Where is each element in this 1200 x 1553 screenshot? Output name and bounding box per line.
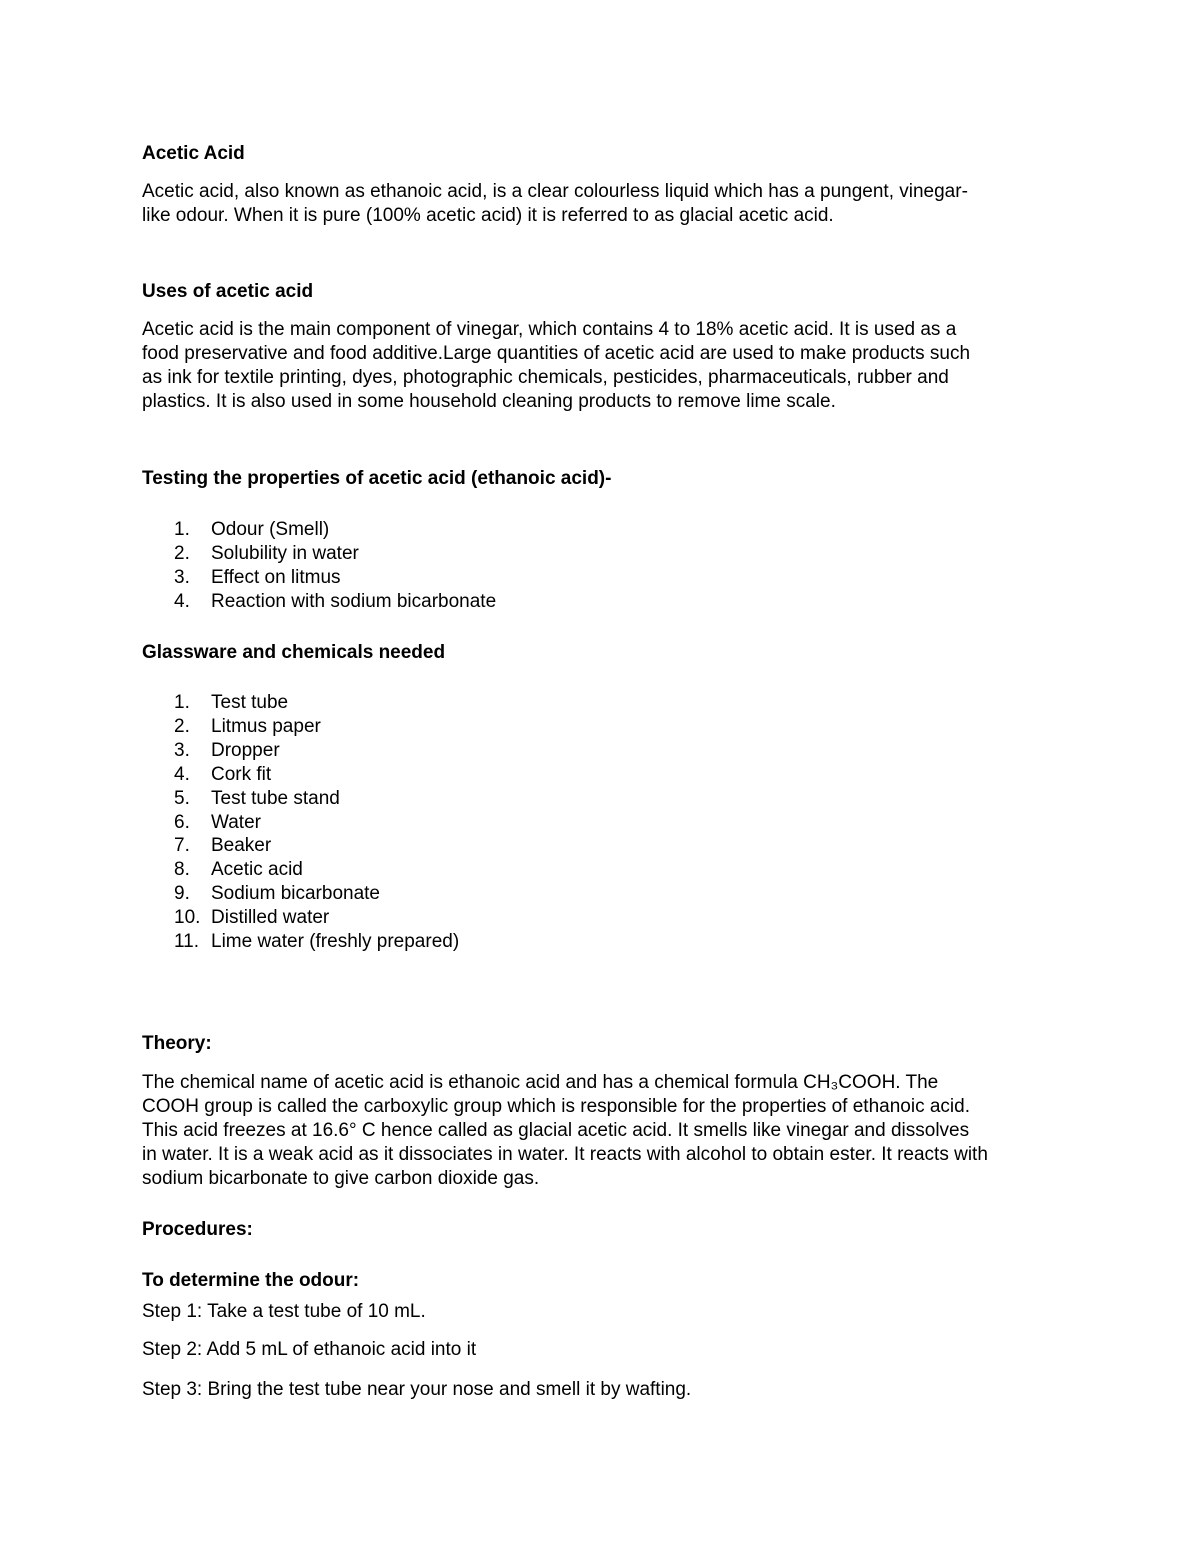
list-number: 3. bbox=[174, 740, 190, 761]
theory-line: This acid freezes at 16.6° C hence called as glacial acetic acid. It smells like vinegar and dissolves bbox=[142, 1120, 970, 1141]
list-item bbox=[174, 542, 359, 566]
list-number: 1. bbox=[174, 519, 190, 540]
testing-heading: Testing the properties of acetic acid (ethanoic acid)- bbox=[142, 468, 612, 489]
list-text: Water bbox=[211, 812, 261, 833]
page-title: Acetic Acid bbox=[142, 143, 245, 164]
list-number: 3. bbox=[174, 567, 190, 588]
list-text: Lime water (freshly prepared) bbox=[211, 931, 460, 952]
list-text: Test tube bbox=[211, 692, 289, 713]
list-number: 2. bbox=[174, 716, 190, 737]
theory-paragraph bbox=[142, 1071, 1072, 1191]
list-text: Test tube stand bbox=[211, 788, 340, 809]
uses-heading: Uses of acetic acid bbox=[142, 281, 314, 302]
list-text: Distilled water bbox=[211, 907, 330, 928]
list-item bbox=[174, 739, 280, 763]
odour-subheading: To determine the odour: bbox=[142, 1270, 360, 1291]
procedures-heading: Procedures: bbox=[142, 1219, 253, 1240]
list-number: 8. bbox=[174, 859, 190, 880]
list-text: Acetic acid bbox=[211, 859, 303, 880]
list-number: 11. bbox=[174, 931, 200, 952]
list-text: Solubility in water bbox=[211, 543, 359, 564]
list-text: Effect on litmus bbox=[211, 567, 341, 588]
intro-line: Acetic acid, also known as ethanoic acid, is a clear colourless liquid which has a pungent, vinegar- bbox=[142, 181, 968, 202]
list-item bbox=[174, 930, 459, 954]
list-number: 7. bbox=[174, 835, 190, 856]
procedure-step: Step 1: Take a test tube of 10 mL. bbox=[142, 1301, 426, 1322]
uses-line: plastics. It is also used in some household cleaning products to remove lime scale. bbox=[142, 391, 836, 412]
uses-line: as ink for textile printing, dyes, photographic chemicals, pesticides, pharmaceuticals, rubber and bbox=[142, 367, 949, 388]
list-number: 10. bbox=[174, 907, 201, 928]
procedure-step: Step 2: Add 5 mL of ethanoic acid into it bbox=[142, 1339, 477, 1360]
list-text: Beaker bbox=[211, 835, 272, 856]
list-item bbox=[174, 858, 303, 882]
theory-line: COOH group is called the carboxylic group which is responsible for the properties of ethanoic acid. bbox=[142, 1096, 970, 1117]
list-number: 4. bbox=[174, 591, 190, 612]
list-item bbox=[174, 811, 261, 835]
list-item bbox=[174, 882, 380, 906]
list-item bbox=[174, 763, 271, 787]
list-number: 6. bbox=[174, 812, 190, 833]
theory-heading: Theory: bbox=[142, 1033, 212, 1054]
list-text: Litmus paper bbox=[211, 716, 321, 737]
list-text: Sodium bicarbonate bbox=[211, 883, 380, 904]
list-number: 2. bbox=[174, 543, 190, 564]
list-item bbox=[174, 566, 341, 590]
list-item bbox=[174, 834, 271, 858]
list-item bbox=[174, 787, 340, 811]
uses-line: food preservative and food additive.Large quantities of acetic acid are used to make products such bbox=[142, 343, 971, 364]
intro-paragraph bbox=[142, 180, 1072, 228]
list-number: 9. bbox=[174, 883, 190, 904]
uses-paragraph bbox=[142, 318, 1072, 414]
list-number: 1. bbox=[174, 692, 190, 713]
list-text: Odour (Smell) bbox=[211, 519, 330, 540]
theory-line: in water. It is a weak acid as it dissociates in water. It reacts with alcohol to obtain ester. It reacts with bbox=[142, 1144, 988, 1165]
list-text: Dropper bbox=[211, 740, 280, 761]
list-item bbox=[174, 906, 329, 930]
uses-line: Acetic acid is the main component of vinegar, which contains 4 to 18% acetic acid. It is used as a bbox=[142, 319, 957, 340]
theory-line: sodium bicarbonate to give carbon dioxide gas. bbox=[142, 1168, 540, 1189]
list-text: Cork fit bbox=[211, 764, 272, 785]
list-item bbox=[174, 590, 496, 614]
list-item bbox=[174, 518, 329, 542]
list-item bbox=[174, 715, 321, 739]
list-number: 4. bbox=[174, 764, 190, 785]
intro-line: like odour. When it is pure (100% acetic acid) it is referred to as glacial acetic acid. bbox=[142, 205, 834, 226]
glassware-heading: Glassware and chemicals needed bbox=[142, 642, 446, 663]
list-item bbox=[174, 691, 288, 715]
procedure-step: Step 3: Bring the test tube near your nose and smell it by wafting. bbox=[142, 1379, 692, 1400]
list-number: 5. bbox=[174, 788, 190, 809]
list-text: Reaction with sodium bicarbonate bbox=[211, 591, 497, 612]
theory-line: The chemical name of acetic acid is ethanoic acid and has a chemical formula CH₃COOH. The bbox=[142, 1072, 939, 1093]
